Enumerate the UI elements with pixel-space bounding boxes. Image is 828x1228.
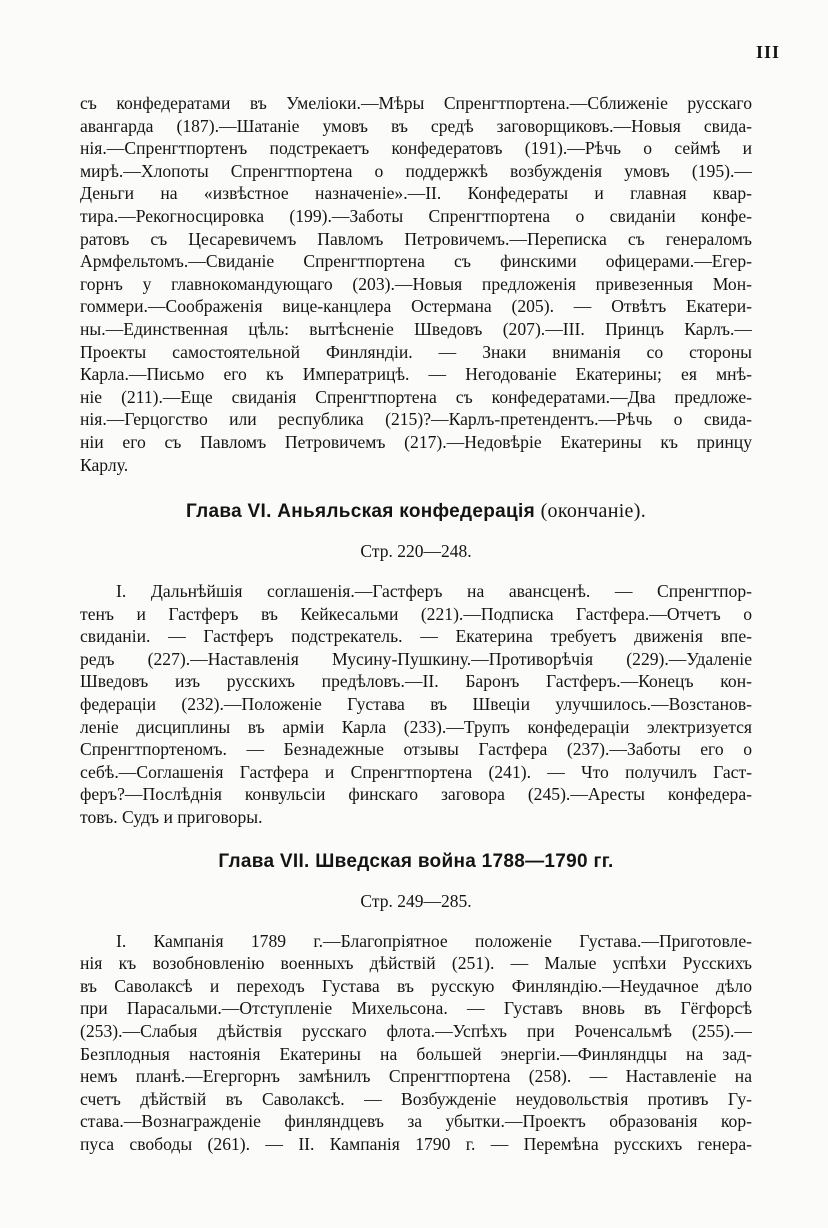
text-line: Шведовъ изъ русскихъ предѣловъ.—II. Баронъ Гастферъ.—Конецъ кон- bbox=[80, 671, 752, 692]
text-line: I. Дальнѣйшія соглашенія.—Гастферъ на авансценѣ. — Спренгтпор- bbox=[116, 581, 752, 602]
text-line: Армфельтомъ.—Свиданіе Спренгтпортена съ финскими офицерами.—Егер- bbox=[80, 251, 752, 272]
text-line: федераціи (232).—Положеніе Густава въ Швеціи улучшилось.—Возстанов- bbox=[80, 694, 752, 715]
text-line: ратовъ съ Цесаревичемъ Павломъ Петровичемъ.—Переписка съ генераломъ bbox=[80, 228, 752, 249]
text-line: тенъ и Гастферъ въ Кейкесальми (221).—Подписка Гастфера.—Отчетъ о bbox=[80, 603, 752, 624]
page-number: III bbox=[755, 42, 780, 62]
chapter-6-title bbox=[80, 500, 752, 523]
chapter-7-title: Глава VII. Шведская война 1788—1790 гг. bbox=[218, 850, 614, 872]
text-line: Безплодныя настоянія Екатерины на большей энергіи.—Финляндцы на зад- bbox=[80, 1043, 752, 1064]
text-line: Деньги на «извѣстное назначеніе».—II. Конфедераты и главная квар- bbox=[80, 183, 752, 204]
chapter-7-pages: Стр. 249—285. bbox=[360, 890, 472, 911]
chapter-6-title-text: Глава VI. Аньяльская конфедерація bbox=[186, 501, 535, 523]
text-line: ніи его съ Павломъ Петровичемъ (217).—Недовѣріе Екатерины къ принцу bbox=[80, 431, 752, 452]
text-line: Карлу. bbox=[80, 454, 129, 475]
text-line: гоммери.—Соображенія вице-канцлера Остермана (205). — Отвѣтъ Екатери- bbox=[80, 296, 752, 317]
text-line: авангарда (187).—Шатаніе умовъ въ средѣ заговорщиковъ.—Новыя свида- bbox=[80, 115, 752, 136]
text-line: Спренгтпортеномъ. — Безнадежные отзывы Гастфера (237).—Заботы его о bbox=[80, 739, 752, 760]
intro-paragraph bbox=[80, 92, 752, 476]
text-line: горнъ у главнокомандующаго (203).—Новыя предложенія привезенныя Мон- bbox=[80, 273, 752, 294]
text-line: Проекты самостоятельной Финляндіи. — Знаки вниманія со стороны bbox=[80, 341, 752, 362]
text-line: Карла.—Письмо его къ Императрицѣ. — Негодованіе Екатерины; ея мнѣ- bbox=[80, 364, 752, 385]
text-line: (253).—Слабыя дѣйствія русскаго флота.—Успѣхъ при Роченсальмѣ (255).— bbox=[80, 1021, 752, 1041]
text-line: при Парасальми.—Отступленіе Михельсона. — Густавъ вновь въ Гёгфорсѣ bbox=[80, 998, 752, 1019]
text-line: нія.—Спренгтпортенъ подстрекаетъ конфедератовъ (191).—Рѣчь о сеймѣ и bbox=[80, 138, 752, 159]
text-line: пуса свободы (261). — II. Кампанія 1790 г. — Перемѣна русскихъ генера- bbox=[80, 1133, 752, 1154]
text-line: съ конфедератами въ Умеліоки.—Мѣры Спренгтпортена.—Сближеніе русскаго bbox=[80, 93, 752, 113]
text-line: редъ (227).—Наставленія Мусину-Пушкину.—Противорѣчія (229).—Удаленіе bbox=[80, 648, 752, 669]
text-line: мирѣ.—Хлопоты Спренгтпортена о поддержкѣ возбужденія умовъ (195).— bbox=[80, 160, 752, 181]
text-line: става.—Вознагражденіе финляндцевъ за убытки.—Проектъ образованія кор- bbox=[80, 1111, 752, 1132]
text-line: въ Саволаксѣ и переходъ Густава въ русскую Финляндію.—Неудачное дѣло bbox=[80, 975, 752, 996]
text-line: нія.—Герцогство или республика (215)?—Карлъ-претендентъ.—Рѣчь о свида- bbox=[80, 409, 752, 430]
text-line: себѣ.—Соглашенія Гастфера и Спренгтпортена (241). — Что получилъ Гаст- bbox=[80, 761, 752, 782]
text-line: свиданіи. — Гастферъ подстрекатель. — Екатерина требуетъ движенія впе- bbox=[80, 626, 752, 647]
chapter-6-pages: Стр. 220—248. bbox=[360, 541, 472, 562]
text-line: леніе дисциплины въ арміи Карла (233).—Трупъ конфедераціи электризуется bbox=[80, 716, 752, 737]
chapter-6-title-suffix: (окончаніе). bbox=[540, 500, 646, 523]
text-line: немъ планѣ.—Егергорнъ замѣнилъ Спренгтпортена (258). — Наставленіе на bbox=[80, 1066, 752, 1087]
page-content bbox=[80, 92, 752, 1156]
text-line: I. Кампанія 1789 г.—Благопріятное положеніе Густава.—Приготовле- bbox=[116, 930, 752, 951]
text-line: тира.—Рекогносцировка (199).—Заботы Спренгтпортена о свиданіи конфе- bbox=[80, 205, 752, 226]
text-line: товъ. Судъ и приговоры. bbox=[80, 807, 263, 828]
text-line: ніе (211).—Еще свиданія Спренгтпортена съ конфедератами.—Два предложе- bbox=[80, 386, 752, 407]
text-line: феръ?—Послѣднія конвульсіи финскаго заговора (245).—Аресты конфедера- bbox=[80, 784, 752, 805]
chapter-6-paragraph bbox=[80, 580, 752, 829]
text-line: нія къ возобновленію военныхъ дѣйствій (251). — Малые успѣхи Русскихъ bbox=[80, 953, 752, 974]
text-line: ны.—Единственная цѣль: вытѣсненіе Шведовъ (207).—III. Принцъ Карлъ.— bbox=[80, 318, 752, 339]
text-line: счетъ дѣйствій въ Саволаксѣ. — Возбужденіе неудовольствія противъ Гу- bbox=[80, 1088, 752, 1109]
chapter-7-paragraph bbox=[80, 930, 752, 1156]
